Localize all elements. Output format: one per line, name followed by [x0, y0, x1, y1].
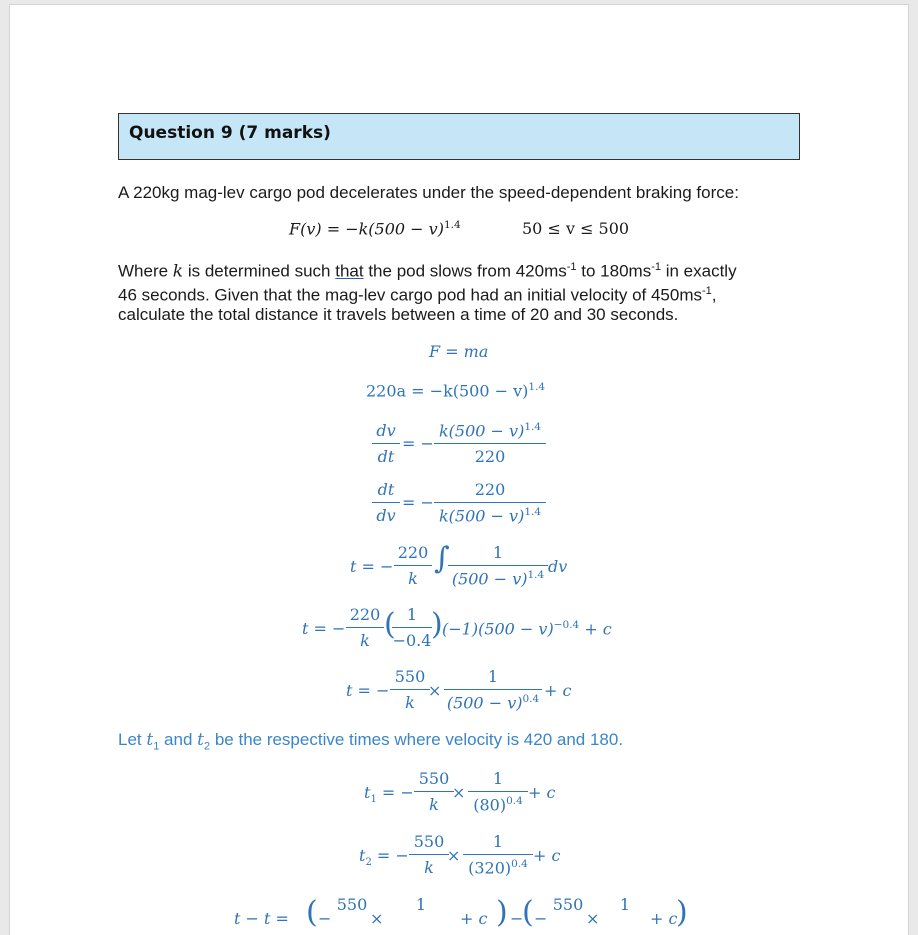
force-lhs: F(v) = −k(500 − v) [289, 219, 444, 239]
document-page: Question 9 (7 marks) A 220kg mag-lev cargo pod decelerates under the speed-dependent braking force: $F(v) = -k(500 - v)^{1.4}$ 50 ≤ v ≤ 500 Where k is determined such that the pod slows from $420ms^{-1}$ to $180ms^{-1}$ in exactly 46 seconds. Given that the mag-lev cargo pod had an initial velocity of $450ms^{-1}$, calculate the total distance it travels between a time of 20 and 30 seconds. F = ma $220a = -k(500 - v)^{1.4}$ $\frac{dv}{dt}$ = − $\frac{k(500 - v)^{1.4}}{220}$ $\frac{dt}{dv}$ = − $\frac{220}{k(500 - v)^{1.4}}$ t = − $\frac{220}{k}$ ∫ $\frac{1}{(500 - v)^{1.4}}$ dv t = − $\frac{220}{k}$ ( $\frac{1}{-0.4}$ ) $(-1)(500 - v)^{-0.4} + c$ t = − $\frac{550}{k}$ × $\frac{1}{(500 - v)^{0.4}}$ + c Let $t_1$ and $t_2$ be the respective times where velocity is 420 and 180. $t_1$ = − $\frac{550}{k}$ × $\frac{1}{(80)^{0.4}}$ + c $t_2$ = − $\frac{550}{k}$ × $\frac{1}{(320)^{0.4}}$ + c t − t = ( − 550 × 1 + c ) − ( − 550 × 1 + c ) [9, 4, 909, 935]
let-times-text: Let $t_1$ and $t_2$ be the respective times where velocity is 420 and 180. [118, 730, 624, 753]
force-domain: 50 ≤ v ≤ 500 [522, 219, 630, 238]
force-exponent: 1.4 [443, 219, 461, 231]
force-equation [289, 219, 461, 238]
step-force-balance: $220a = -k(500 - v)^{1.4}$ [366, 381, 546, 401]
question-title: Question 9 (7 marks) [129, 123, 331, 143]
k-symbol: k [172, 261, 184, 282]
body-line-2: 46 seconds. Given that the mag-lev cargo pod had an initial velocity of $450ms^{-1}$, [118, 285, 717, 305]
step-newton: F = ma [429, 342, 489, 361]
intro-text: A 220kg mag-lev cargo pod decelerates under the speed-dependent braking force: [118, 183, 739, 202]
body-line-3: calculate the total distance it travels between a time of 20 and 30 seconds. [118, 305, 679, 324]
body-line-1: Where k is determined such that the pod slows from $420ms^{-1}$ to $180ms^{-1}$ in exactly [118, 261, 737, 282]
spellcheck-that: that [335, 261, 364, 281]
question-header-box [118, 113, 800, 160]
